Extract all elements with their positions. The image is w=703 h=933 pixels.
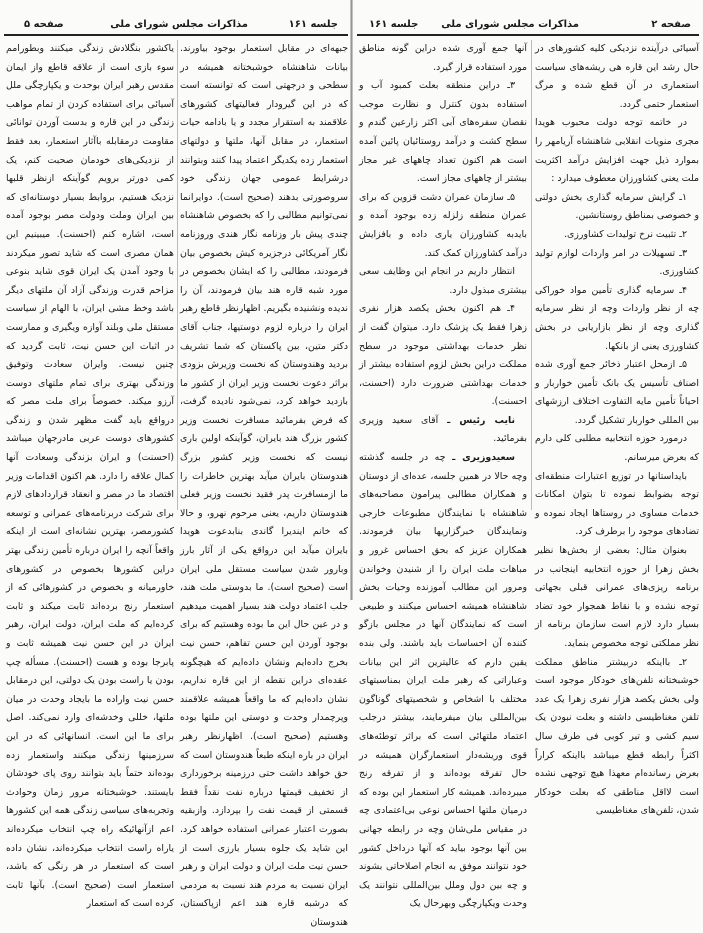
- right-page: [353, 0, 703, 910]
- list-item: ۴ـ سرمایه گذاری تأمین مواد خوراکی چه از نظر واردات وچه از نظر سرمایه گذاری وچه از نظر بازاریابی در بخش کشاورزی یعنی از بانکها.: [535, 284, 699, 352]
- journal-title: مذاکرات مجلس شورای ملی: [441, 19, 579, 30]
- left-page: [0, 0, 352, 928]
- paragraph: آنها جمع آوری شده دراین گونه مناطق مورد استفاده قرار گیرد.: [359, 43, 527, 73]
- column-right: [535, 40, 699, 821]
- paragraph: آسیائی درآینده نزدیکی کلیه کشورهای در حال رشد این قاره‌ هی ریشه‌های سیاست استعماری در آن قطع شده و مرگ استعمار حتمی گردد.: [535, 43, 699, 110]
- speaker-turn: [359, 412, 527, 449]
- paragraph: یاکشور بنگلادش زندگی میکنند وبطورامم سوء‌ بازی است از علاقه قاطع واز ایمان مقدس رهبر ایران بوحدت و یکپارچگی ملل آسیائی برای استفاده کردن از تمام مواهب زندگی در این قاره و بدست آوردن توانائی مقاومت درمقابله باآثار استعمار، بعد فقط از نزدیکی‌های خودمان صحبت کنم، یک کمی دورتر برویم گوآینکه ازنظر قلبها نزدیک هستیم، بروابط بسیار دوستانه‌ای که بین ایران وملت ودولت مصر بوجود آمده است، اشاره کنم (احسنت). میبینیم این همان مصری است که شاید تصور میکردند با وجود آمدن یک ایران قوی شاید بنوعی مزاحم قدرت وزندگی آزاد آن ملتهای دیگر باشد وخط مشی ایران، با الهام از سیاست مستقل ملی وبلند آوازه ویگیری و ممارست در اثبات این حسن نیت، ثابت گردید که چنین نیست. وایران سعادت وتوفیق وزندگی بهتری برای تمام ملتهای دوست آرزو میکند. خصوصاً برای ملت مصر که درواقع باید گفت مظهر شدن و زندگی کشورهای دوست عربی مادرجهان میباشد (احسنت) و ایران بزندگی وسعادت آنها کمال علاقه را دارد. هم اکنون اقدامات وزیر اقتصاد ما در مصر و انعقاد قراردادهای لازم برای شرکت دربرنامه‌های عمرانی و توسعه کشورمصر، بهترین نشانه‌ای است از اینکه واقعاً آنچه را ایران درباره تأمین زندگی بهتر دراین کشورها بخصوص در کشورهای خاورمیانه و بخصوص در کشورهائی که از استعمار رنج برده‌اند ثابت میکند و ثابت کرده‌ایم که ملت ایران، دولت ایران، رهبر ایران در این حسن نیت همیشه ثابت و پابرجا بوده و هست (احسنت). مسأله چپ بودن یا راست بودن یک دولتی، این درمقابل حسن نیت واراده ما بایجاد وحدت در میان ملتها، خللی وخدشه‌ای وارد نمی‌کند. اصل برای ما این است. انسانهائی که در این سرزمینها زندگی میکنند واستعمار زده بوده‌اند حتماً باید بتوانند روی پای خودشان بایستند. خوشبختانه مرور زمان وحوادث وتجربه‌های سیاسی زندگی همه این کشورها اعم ازآنهائیکه راه چپ انتخاب میکرده‌اند یاراه راست انتخاب میکرده‌اند، نشان داده است که استعمار در هر رنگی که باشد، استعمار است (صحیح است). بآنها ثابت کرده است که استعمار: [6, 43, 174, 910]
- list-item: ۴ـ هم اکنون بخش یکصد هزار نفری زهرا فقط یک پزشک دارد. میتوان گفت از نظر خدمات بهداشتی موجود در سطح مملکت دراین بخش لزوم استفاده بیشتر از خدمات بهداشتی ضرورت دارد (احسنت، احسنت).: [359, 303, 527, 408]
- speaker-name: نایب رئیس ـ: [447, 414, 516, 426]
- speech-text: آقای سعید وزیری بفرمائید.: [359, 414, 527, 445]
- column-right: [180, 40, 348, 933]
- paragraph: جبهه‌ای در مقابل استعمار بوجود بیاورند. بیانات شاهنشاه خوشبختانه همیشه در سطحی و درجهتی است که توانسته است که در این گیرودار فعالیتهای کشورهای علاقمند به استقرار مجدد و یا بادامه حیات استعمار، در مقابل آنها، ملتها و دولتهای استعمار زده یکدیگر اعتماد پیدا کنند وبتوانند درشرایط عمومی جهان زندگی خود سروصورتی بدهند (صحیح است). دوایرانما نمی‌توانیم مطالبی را که بخصوص شاهنشاه چندی پیش بار وزنامه نگار هندی وروزنامه نگار آمریکائی درجزیره کیش بخصوص بیان فرمودند، مطالبی را که ایشان بخصوص در مورد شبه قاره هند بیان فرمودند، آن را ندیده ونشنیده بگیریم. اظهارنظر قاطع رهبر ایران را درباره لزوم دوستیها، جناب آقای دکتر متین، بین پاکستان که شما تشریف بردید وهندوستان که نخست وزیرش بزودی براثر دعوت نخست وزیر ایران از کشور ما بازدید خواهد کرد، نمی‌شود نادیده گرفت، که فرض بفرمائید مسافرت نخست وزیر کشور بزرگ هند بایران، گوآینکه اولین باری نیست که نخست وزیر کشور بزرگ هندوستان بایران میآید بهترین خاطرات را ما ازمسافرت پدر فقید نخست وزیر فعلی هندوستان داریم، یعنی مرحوم نهرو، و حالا که خانم ایندیرا گاندی بنابدعوت هویدا بایران میآید این درواقع یکی از آثار بارز وبارور شدن سیاست مستقل ملی ایران است (صحیح است). ما بدوستی ملت هند، جلب اعتماد دولت هند بسیار اهمیت میدهیم و در عین حال این ما بوده وهستیم که برای بوجود آوردن این حسن تفاهم، حسن نیت بخرج داده‌ایم ونشان داده‌ایم که هیچگونه عقده‌ای دراین نقطه از این قاره نداریم، نشان داده‌ایم که ما واقعاً همیشه علاقمند وپرچمدار وحدت و دوستی این ملتها بوده وهستیم (صحیح است). اظهارنظر رهبر ایران در باره اینکه طبعاً هندوستان است که حق خواهد داشت حتی درزمینه برخورداری از تخفیف قیمتها درباره نفت نقداً فقط قسمتی از قیمت نفت را بپردازد. وازبقیه بصورت اعتبار عمرانی استفاده خواهد کرد. این شاید یک جلوه بسیار بارزی است از حسن نیت ملت ایران و دولت ایران و رهبر ایران نسبت به مردم هند نسبت به مردمی که درشبه قاره هند اعم ازپاکستان، هندوستان: [180, 43, 348, 928]
- list-item: ۱ـ گرایش سرمایه گذاری بخش دولتی و خصوصی بمناطق روستانشین.: [535, 191, 699, 222]
- list-item: ۲ـ تثبیت نرخ تولیدات کشاورزی.: [564, 228, 687, 240]
- page-header: [357, 18, 699, 36]
- speaker-turn: [359, 449, 527, 914]
- speech-text: چه در جلسه گذشته وچه حالا در همین جلسه، عده‌ای از دوستان و همکاران مطالبی پیرامون مصاحبه‌های شاهنشاه با نمایندگان مطبوعات خارجی ونمایندگان خبرگزاریها بیان فرمودند. همکاران عزیز که بحق احساس غرور و مباهات ملت ایران را از شنیدن وخواندن ومرور این مطالب آموزنده وحیات بخش شاهنشاه همیشه احساس میکنند و طبیعی است که نمایندگان آنها در مجلس بازگو کننده آن احساسات باید باشند. ولی بنده یقین دارم که عالیترین اثر این بیانات وعباراتی که رهبر ملت ایران بمناسبتهای مختلف با اشخاص و شخصیتهای گوناگون بین‌المللی بیان میفرمایند، بیشتر درجلب اعتماد ملتهائی است که براثر توطئه‌های قوی وریشه‌دار استعمارگران همیشه در حال تفرقه بوده‌اند و از تفرقه رنج میبرده‌اند. همیشه کار استعمار این بوده که درمیان ملتها احساس نوعی بی‌اعتمادی چه در مقیاس ملی‌شان وچه در رابطه جهانی بین آنها بوجود بیاید که آنها درداخل کشور خود نتوانند موفق به انجام اصلاحاتی بشوند و چه بین دول وملل بین‌المللی نتوانند یک وحدت ویکپارچگی وبهرحال یک: [359, 452, 527, 910]
- list-item: ۳ـ تسهیلات در امر واردات لوازم تولید کشاورزی.: [535, 247, 699, 278]
- page-number: صفحه ۵: [24, 19, 64, 30]
- journal-title: مذاکرات مجلس شورای ملی: [110, 19, 248, 30]
- speaker-name: سعیدوزیری ـ: [452, 452, 516, 464]
- paragraph: درمورد حوزه انتخابیه مطلبی کلی دارم که بعرض میرسانم.: [535, 433, 699, 464]
- session-number: جلسه ۱۶۱: [369, 19, 419, 30]
- column-left: [359, 40, 527, 914]
- list-item: ۳ـ دراین منطقه بعلت کمبود آب و استفاده بدون کنترل و نظارت موجب نقصان سفره‌های آبی اکثر زارعین گندم و سطح کشت و درآمد روستائیان پائین آمده است هم اکنون تعداد چاههای غیر مجاز بیشتر از چاههای مجاز است.: [359, 80, 527, 185]
- list-item: ۵ـ سازمان عمران دشت قزوین که برای عمران منطقه زلزله زده بوجود آمده و بایدبه کشاورزان یاری داده و بافزایش درآمد کشاورزان کمک کند.: [359, 191, 527, 259]
- page-header: [4, 18, 348, 36]
- paragraph: بعنوان مثال: بعضی از بخش‌ها نظیر بخش زهرا از حوزه انتخابیه اینجانب در برنامه ریزی‌های عمرانی قبلی بجهاتی توجه نشده و با نقاط همجوار خود تضاد بسیار دارد لازم است سازمان برنامه از نظر مملکتی توجه مخصوص بنماید.: [535, 545, 699, 649]
- paragraph: انتظار داریم در انجام این وظایف سعی بیشتری مبذول دارد.: [359, 266, 527, 296]
- session-number: جلسه ۱۶۱: [288, 19, 338, 30]
- paragraph: در خاتمه توجه دولت محبوب هویدا مجری منویات انقلابی شاهنشاه آریامهر را بموارد ذیل جهت افزایش درآمد اکثریت ملت یعنی کشاورزان معطوف میدارد :: [535, 117, 699, 185]
- list-item: ۵ـ ازمحل اعتبار ذخائر جمع آوری شده اصناف تأسیس یک بانک تأمین خواربار و احیاناً تأمین مایه التفاوت اختلاف ارزشهای بین المللی خواربار تشکیل گردد.: [535, 359, 699, 426]
- column-left: [6, 40, 174, 914]
- paragraph: بایداستانها در توزیع اعتبارات منطقه‌ای توجه بضوابط نموده تا بتوان امکانات خدمات مساوی در روستاها ایجاد نموده و تضادهای موجود را برطرف کرد.: [535, 470, 699, 538]
- page-number: صفحه ۲: [651, 19, 691, 30]
- list-item: ۲ـ بااینکه دربیشتر مناطق مملکت خوشبختانه تلفن‌های خودکار موجود است ولی بخش یکصد هزار نفری زهرا یک عدد تلفن مغناطیسی داشته و بعلت نبودن یک سیم کشی و تیر کوبی فی طرف سال اکثراً رابطه قطع میباشد بااینکه کراراً بعرض رسانده‌ام معهذا هیچ توجهی نشده است لااقل مناطقی که بعلت خودکار شدن، تلفن‌های مغناطیسی: [535, 656, 699, 817]
